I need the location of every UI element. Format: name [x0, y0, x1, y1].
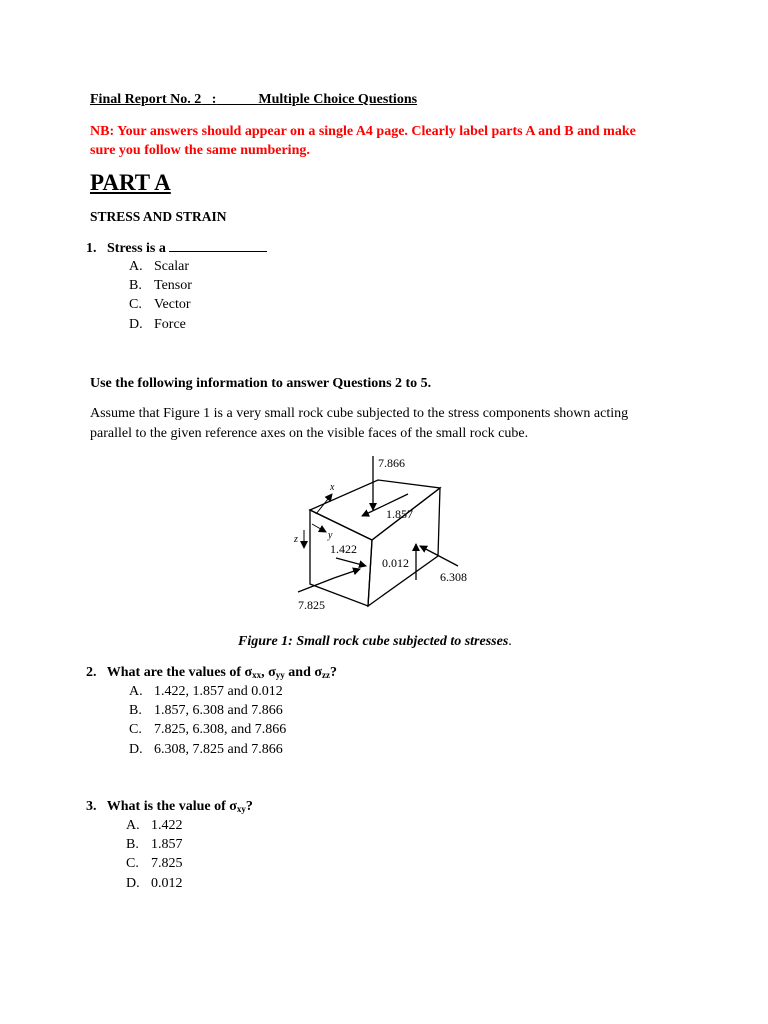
question-2-number: 2.	[86, 665, 97, 680]
report-title-separator: :	[211, 92, 217, 107]
arrow-1422	[336, 558, 366, 566]
question-3-number: 3.	[86, 799, 97, 814]
sub-yy: yy	[275, 670, 285, 680]
option-letter: A.	[129, 259, 143, 274]
report-title-gap2	[216, 92, 258, 107]
option-letter: C.	[129, 722, 142, 737]
option-letter: D.	[126, 876, 140, 891]
option-text: Scalar	[154, 259, 189, 274]
option-text: 1.422, 1.857 and 0.012	[154, 684, 283, 699]
sub-xy: xy	[236, 804, 246, 814]
question-3	[86, 799, 253, 815]
option-text: 1.857	[151, 837, 183, 852]
question-2-text-mid2: and σ	[284, 665, 322, 680]
arrow-7825	[334, 569, 360, 578]
q1-option-a	[129, 259, 189, 275]
report-subtitle: Multiple Choice Questions	[258, 92, 418, 107]
q2-option-b	[129, 703, 283, 719]
paragraph-line-2: parallel to the given reference axes on the visible faces of the small rock cube.	[90, 426, 529, 441]
label-7866: 7.866	[378, 456, 405, 470]
option-text: 1.422	[151, 818, 183, 833]
label-1857: 1.857	[386, 507, 413, 521]
note-line-2: sure you follow the same numbering.	[90, 143, 310, 158]
option-text: 7.825, 6.308, and 7.866	[154, 722, 287, 737]
option-text: 6.308, 7.825 and 7.866	[154, 742, 283, 757]
q1-option-c	[129, 297, 191, 313]
question-2-text-start: What are the values of σ	[106, 665, 253, 680]
option-letter: D.	[129, 742, 143, 757]
question-3-text-start: What is the value of σ	[106, 799, 237, 814]
note-line-1: NB: Your answers should appear on a single A4 page. Clearly label parts A and B and make	[90, 124, 636, 139]
option-letter: C.	[129, 297, 142, 312]
figure-caption-period: .	[508, 634, 512, 649]
option-text: 0.012	[151, 876, 183, 891]
report-title-text: Final Report No. 2	[90, 92, 202, 107]
figure-caption-text: Figure 1: Small rock cube subjected to stresses	[238, 634, 509, 649]
q2-option-c	[129, 722, 286, 738]
arrow-6308	[420, 546, 458, 566]
question-2	[86, 665, 337, 681]
report-title-gap	[201, 92, 212, 107]
sub-zz: zz	[321, 670, 330, 680]
q1-option-b	[129, 278, 192, 294]
q2-option-a	[129, 684, 283, 700]
option-text: Vector	[154, 297, 191, 312]
axis-x-arrow	[316, 494, 332, 514]
q3-option-c	[126, 856, 183, 872]
q3-option-b	[126, 837, 183, 853]
stress-cube-figure	[290, 452, 480, 618]
q3-option-d	[126, 876, 183, 892]
option-letter: C.	[126, 856, 139, 871]
option-letter: B.	[126, 837, 139, 852]
axis-y-label: y	[328, 530, 333, 541]
axis-y-arrow	[312, 524, 326, 532]
q2-option-d	[129, 742, 283, 758]
option-letter: B.	[129, 278, 142, 293]
question-2-text-end: ?	[329, 665, 337, 680]
figure-caption	[238, 634, 512, 650]
report-title	[90, 92, 417, 108]
option-letter: D.	[129, 317, 143, 332]
option-text: 1.857, 6.308 and 7.866	[154, 703, 283, 718]
instruction: Use the following information to answer Questions 2 to 5.	[90, 376, 432, 391]
option-text: 7.825	[151, 856, 183, 871]
option-text: Force	[154, 317, 186, 332]
answer-blank	[169, 240, 267, 252]
label-7825: 7.825	[298, 598, 325, 612]
q1-option-d	[129, 317, 186, 333]
option-text: Tensor	[154, 278, 192, 293]
question-1-number: 1.	[86, 241, 97, 256]
axis-z-label: z	[294, 534, 298, 545]
label-0012: 0.012	[382, 556, 409, 570]
question-3-text-end: ?	[245, 799, 253, 814]
q3-option-a	[126, 818, 183, 834]
question-2-text-mid1: , σ	[261, 665, 276, 680]
label-6308: 6.308	[440, 570, 467, 584]
arrow-7825-tail	[298, 578, 334, 592]
paragraph-line-1: Assume that Figure 1 is a very small rock cube subjected to the stress components shown acting	[90, 406, 629, 421]
part-title: PART A	[90, 170, 171, 195]
label-1422: 1.422	[330, 542, 357, 556]
question-1	[86, 240, 267, 257]
option-letter: A.	[129, 684, 143, 699]
option-letter: A.	[126, 818, 140, 833]
axis-x-label: x	[330, 482, 335, 493]
sub-xx: xx	[252, 670, 262, 680]
option-letter: B.	[129, 703, 142, 718]
section-title: STRESS AND STRAIN	[90, 209, 227, 224]
question-1-text: Stress is a	[107, 241, 166, 256]
